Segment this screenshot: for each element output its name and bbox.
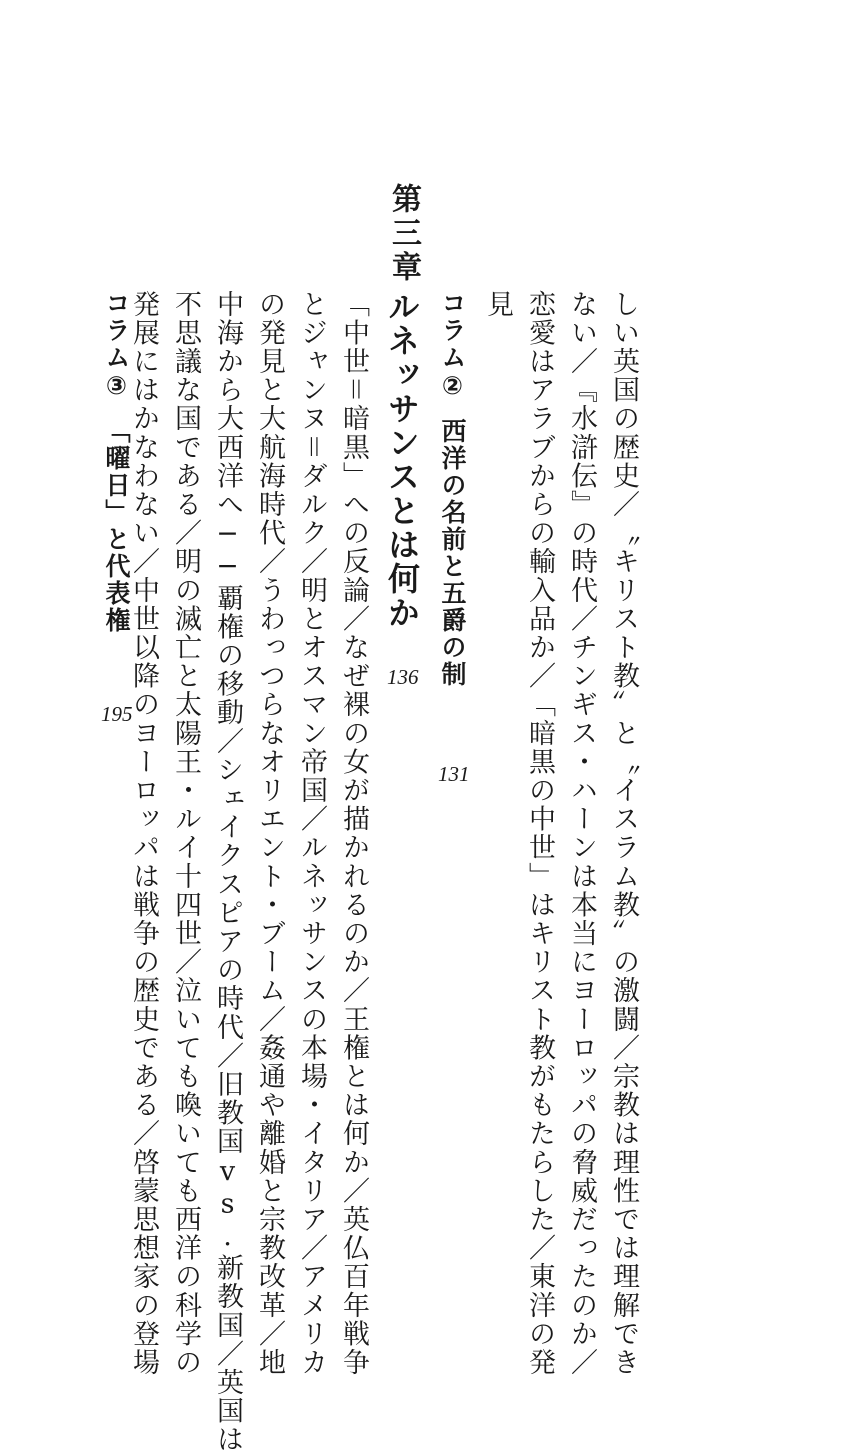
column-2-page-number: 131 (438, 762, 470, 786)
chapter-3-line-6: 発展にはかなわない／中世以降のヨーロッパは戦争の歴史である／啓蒙思想家の登場 (128, 290, 159, 1377)
column-3-label: コラム③ (102, 290, 131, 402)
toc-line-2: ない／『水滸伝』の時代／チンギス・ハーンは本当にヨーロッパの脅威だったのか／ (566, 290, 597, 1377)
chapter-3-line-3: の発見と大航海時代／うわっつらなオリエント・ブーム／姦通や離婚と宗教改革／地 (254, 290, 285, 1377)
chapter-3-line-5: 不思議な国である／明の滅亡と太陽王・ルイ十四世／泣いても喚いても西洋の科学の (170, 290, 201, 1377)
column-2-title: 西洋の名前と五爵の制 (438, 418, 467, 688)
column-3-title: 「曜日」と代表権 (102, 418, 131, 634)
chapter-3-label: 第三章 (386, 183, 421, 285)
toc-line-1: しい英国の歴史／〝キリスト教〟と〝イスラム教〟の激闘／宗教は理性では理解でき (608, 290, 639, 1377)
column-2-label: コラム② (438, 290, 467, 402)
column-2-heading[interactable] (440, 290, 465, 688)
chapter-3-line-2: とジャンヌ＝ダルク／明とオスマン帝国／ルネッサンスの本場・イタリア／アメリカ (296, 290, 327, 1377)
column-3-heading[interactable] (104, 290, 129, 634)
chapter-3-page-number: 136 (387, 665, 419, 689)
column-3-page-number: 195 (101, 702, 133, 726)
chapter-3-title[interactable]: ルネッサンスとは何か (383, 290, 421, 630)
toc-line-3: 恋愛はアラブからの輸入品か／「暗黒の中世」はキリスト教がもたらした／東洋の発 (524, 290, 555, 1377)
chapter-3-line-4: 中海から大西洋へ──覇権の移動／シェイクスピアの時代／旧教国vs.新教国／英国は (212, 290, 243, 1454)
chapter-3-line-1: 「中世＝暗黒」への反論／なぜ裸の女が描かれるのか／王権とは何か／英仏百年戦争 (338, 290, 369, 1377)
toc-line-4: 見 (482, 290, 513, 319)
